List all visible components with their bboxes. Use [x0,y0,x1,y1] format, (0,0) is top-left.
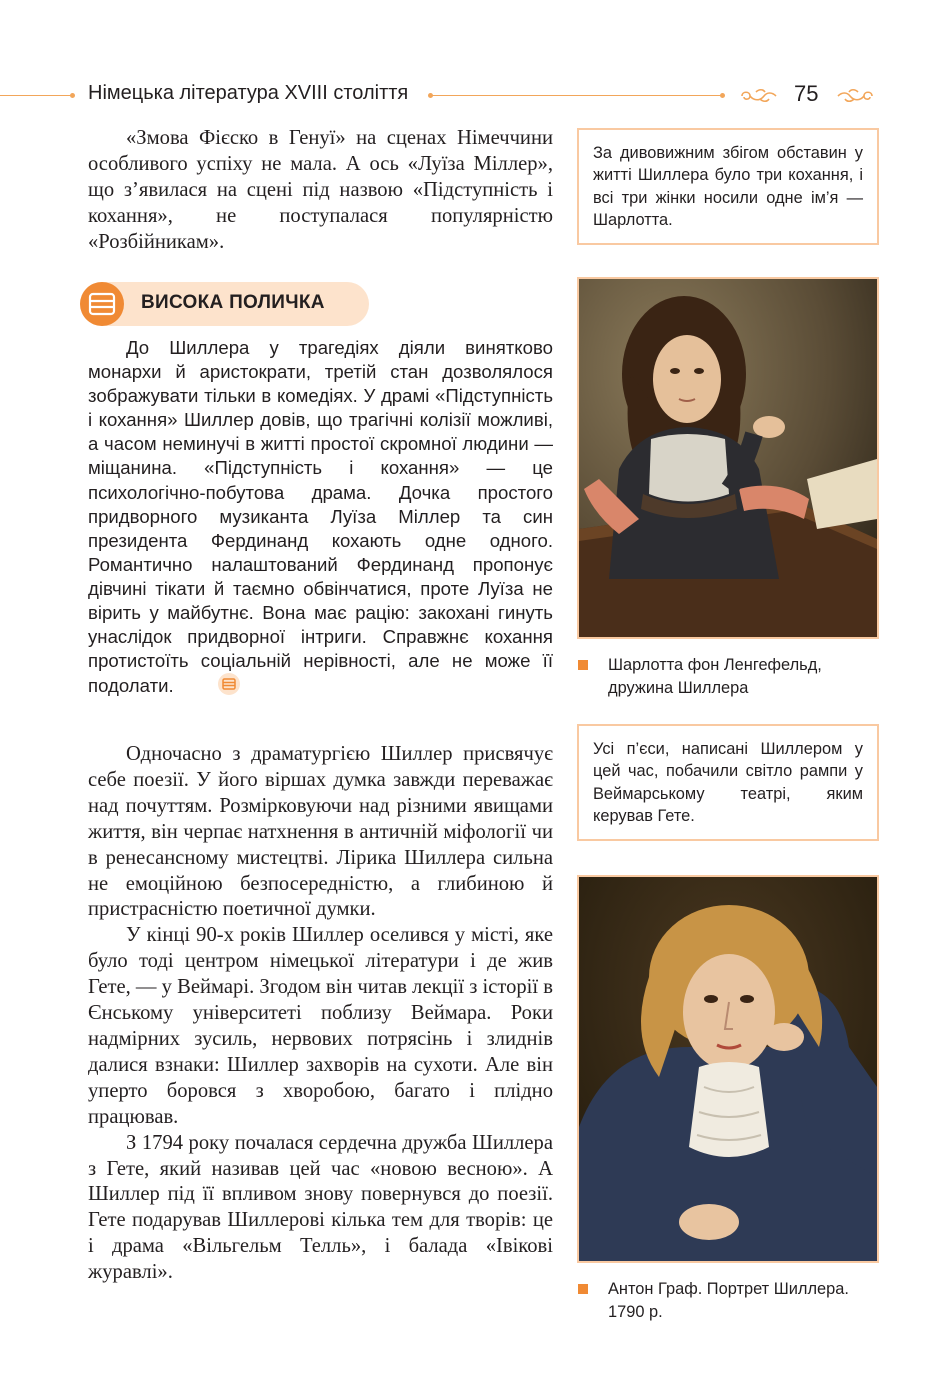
intro-paragraph-block [88,126,553,256]
header-dot-left [70,93,75,98]
shelf-icon-badge [80,282,124,326]
main-text-block [88,742,553,1286]
shelf-text-block [88,336,553,701]
intro-paragraph: «Змова Фієско в Генуї» на сценах Німеччини особливого успіху не мала. А ось «Луїза Міллер», що з’явилася на сцені під назвою «Підступність і кохання», не поступалася популярністю «Розбійникам». [88,127,553,253]
caption-bullet [578,1284,588,1294]
sidebar-note-weimar-theatre: Усі п’єси, написані Шиллером у цей час, побачили світло рампи у Веймарському театрі, яким керував Гете. [577,724,879,841]
ornament-left-icon [736,84,780,106]
page-number: 75 [794,81,819,106]
header-dot-right [720,93,725,98]
caption-charlotte: Шарлотта фон Ленгефельд, дружина Шиллера [608,656,822,697]
portrait-charlotte [577,277,879,639]
caption-schiller-wrapper [608,1278,878,1323]
header-rule-left [0,95,72,96]
shelf-heading: ВИСОКА ПОЛИЧКА [141,292,325,313]
header-rule-mid [430,95,722,96]
sidebar-note-charlotte: За дивовижним збігом обставин у житті Шиллера було три кохання, і всі три жінки носили одне ім’я — Шарлотта. [577,128,879,245]
ornament-right-icon [834,84,878,106]
paragraph-poetry: Одночасно з драматургією Шиллер присвячує себе поезії. У його віршах думка завжди переважає над почуттям. Розмірковуючи над різними явищами життя, він черпає натхнення в античній міфології чи в ренесансному мистецтві. Лірика Шиллера сильна не емоційною безпосередністю, а глибиною й пристрасністю поетичної думки. [88,743,553,921]
shelf-text: До Шиллера у трагедіях діяли винятково монархи й аристократи, третій стан дозволялося зображувати тільки в комедіях. У драмі «Підступність і кохання» Шиллер довів, що трагічні колізії можливі, а часом неминучі в житті простої скромної людини — міщанина. «Підступність і кохання» — це психологічно-побутова драма. Дочка простого придворного музиканта Луїза Міллер та син президента Фердинанд кохають одне одного. Романтично налаштований Фердинанд пропонує дівчині тікати й таємно обвінчатися, проте Луїза не вірить у майбутнє. Вона має рацію: закохані гинуть унаслідок придворної інтриги. Справжнє кохання протистоїть соціальній нерівності, але не може її подолати. [88,337,553,697]
portrait-schiller [577,875,879,1263]
caption-schiller: Антон Граф. Портрет Шиллера. 1790 р. [608,1280,849,1321]
caption-charlotte-wrapper [608,654,878,699]
shelf-icon [80,282,124,326]
paragraph-weimar: У кінці 90-х років Шиллер оселився у місті, яке було тоді центром німецької літератури і де жив Гете, — у Веймарі. Згодом він читав лекції з історії в Єнському університеті поблизу Веймара. Роки надмірних зусиль, нервових потрясінь і злиднів далися взнаки: Шиллер захворів на сухоти. Але він уперто боровся з хворобою, багато і плідно працював. [88,924,553,1128]
paragraph-goethe: З 1794 року почалася сердечна дружба Шиллера з Гете, який називав цей час «новою весною». А Шиллер під її впливом знову повернувся до поезії. Гете подарував Шиллерові кілька тем для творів: це і драма «Вільгельм Телль», і балада «Івікові журавлі». [88,1131,553,1284]
caption-bullet [578,660,588,670]
running-header-title: Німецька література XVIII століття [88,82,409,104]
shelf-end-icon [180,673,240,701]
